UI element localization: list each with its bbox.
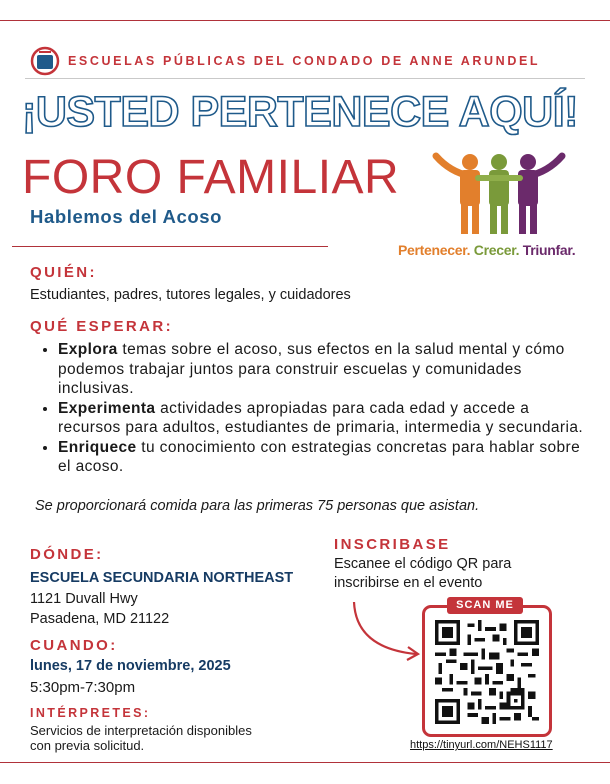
arrow-icon	[346, 598, 426, 662]
district-logo	[30, 46, 60, 76]
list-item-text: tu conocimiento con estrategias concretas para hablar sobre el acoso.	[58, 438, 581, 475]
who-text: Estudiantes, padres, tutores legales, y cuidadores	[30, 287, 351, 303]
list-item-keyword: Experimenta	[58, 399, 156, 417]
food-note: Se proporcionará comida para las primeras 75 personas que asistan.	[35, 498, 480, 514]
where-heading: DÓNDE:	[30, 546, 104, 563]
register-line-1: Escanee el código QR para	[334, 556, 512, 572]
expect-list	[40, 340, 588, 477]
event-time: 5:30pm-7:30pm	[30, 679, 136, 696]
address-line-1: 1121 Duvall Hwy	[30, 591, 138, 607]
when-heading: CUANDO:	[30, 637, 118, 654]
venue-name: ESCUELA SECUNDARIA NORTHEAST	[30, 570, 294, 586]
interpreters-line-1: Servicios de interpretación disponibles	[30, 723, 252, 738]
registration-link[interactable]: https://tinyurl.com/NEHS1117	[410, 739, 553, 751]
interpreters-line-2: con previa solicitud.	[30, 738, 145, 753]
event-subtitle: Hablemos del Acoso	[30, 206, 223, 227]
address-line-2: Pasadena, MD 21122	[30, 611, 170, 627]
event-title: FORO FAMILIAR	[22, 151, 400, 204]
list-item	[58, 438, 588, 477]
register-heading: INSCRIBASE	[334, 536, 451, 553]
list-item-keyword: Enriquece	[58, 438, 137, 456]
slogan	[398, 242, 575, 258]
list-item	[58, 340, 588, 399]
expect-heading: QUÉ ESPERAR:	[30, 318, 173, 335]
slogan-grow: Crecer.	[473, 242, 520, 258]
qr-code[interactable]	[435, 620, 539, 724]
title-divider	[12, 246, 328, 247]
qr-code-frame[interactable]	[422, 605, 552, 737]
bottom-rule	[0, 762, 610, 763]
list-item-text: temas sobre el acoso, sus efectos en la salud mental y cómo podemos trabajar juntos para construir escuelas y comunidades inclusivas.	[58, 341, 565, 397]
headline: ¡USTED PERTENECE AQUÍ!	[22, 88, 578, 136]
list-item-text: actividades apropiadas para cada edad y accede a recursos para adultos, estudiantes de primaria, intermedia y secundaria.	[58, 399, 584, 436]
district-name: ESCUELAS PÚBLICAS DEL CONDADO DE ANNE ARUNDEL	[68, 54, 541, 68]
list-item	[58, 399, 588, 438]
who-heading: QUIÉN:	[30, 264, 97, 281]
header-divider	[25, 78, 585, 79]
list-item-keyword: Explora	[58, 341, 118, 358]
scan-me-label: SCAN ME	[447, 597, 523, 614]
people-illustration	[430, 150, 568, 240]
top-rule	[0, 20, 610, 21]
register-line-2: inscribirse en el evento	[334, 575, 483, 591]
event-date: lunes, 17 de noviembre, 2025	[30, 658, 231, 674]
slogan-thrive: Triunfar.	[522, 242, 576, 258]
slogan-belong: Pertenecer.	[398, 242, 471, 258]
interpreters-heading: INTÉRPRETES:	[30, 706, 151, 720]
